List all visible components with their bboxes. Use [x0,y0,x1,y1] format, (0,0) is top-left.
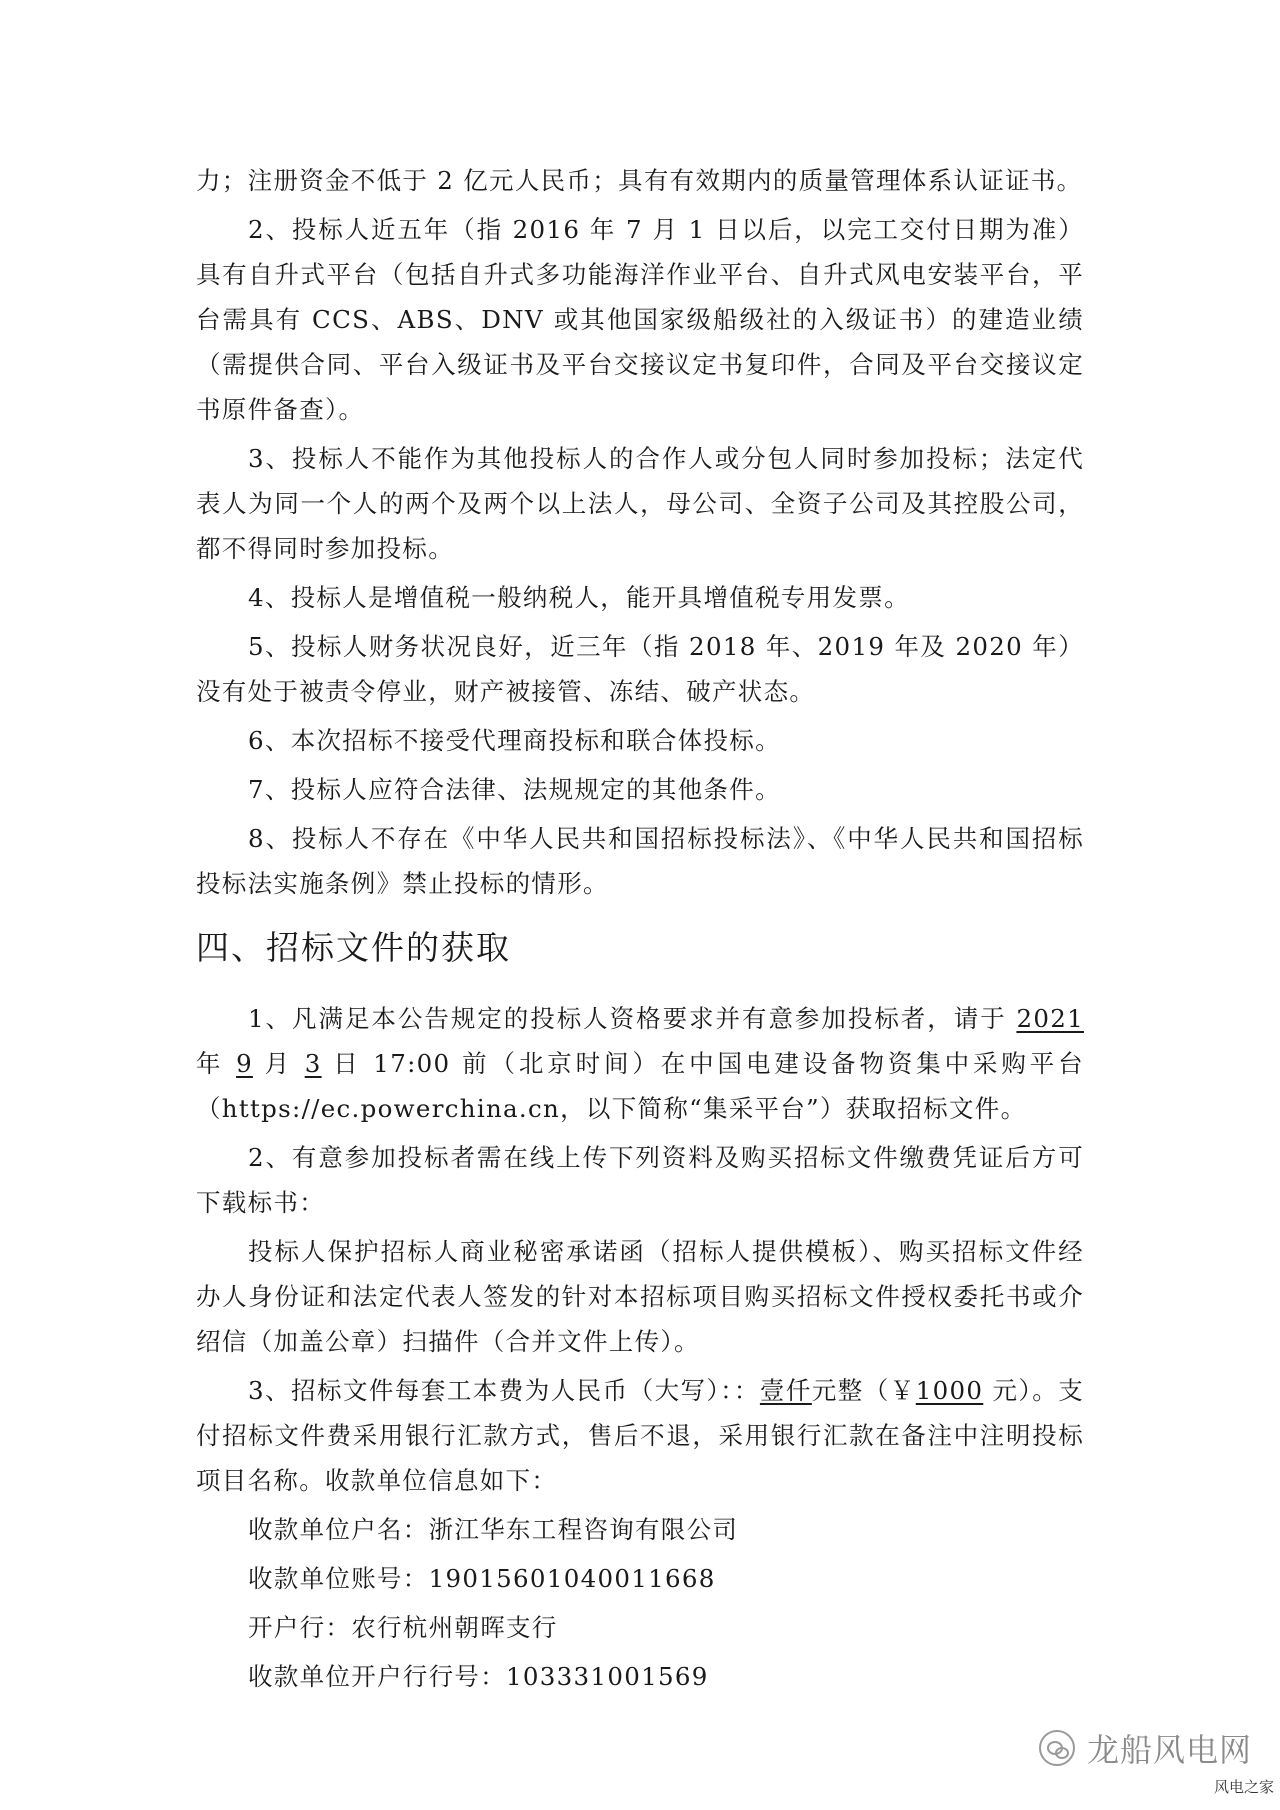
watermark-text: 龙船风电网 [1086,1731,1252,1769]
year-unit: 年 [196,1049,237,1078]
wechat-icon [1039,1730,1075,1766]
requirement-4: 4、投标人是增值税一般纳税人，能开具增值税专用发票。 [248,583,910,612]
requirement-5: 5、投标人财务状况良好，近三年（指 2018 年、2019 年及 2020 年）没有处于被责令停业，财产被接管、冻结、破产状态。 [196,632,1084,706]
deadline-month: 9 [236,1049,253,1078]
fee-amount-number: 1000 [915,1376,984,1405]
bank-info [196,1507,1084,1699]
bank-account-name: 收款单位户名：浙江华东工程咨询有限公司 [248,1515,739,1544]
section-heading: 四、招标文件的获取 [196,928,511,967]
bank-branch: 开户行：农行杭州朝晖支行 [248,1613,558,1642]
requirement-6: 6、本次招标不接受代理商投标和联合体投标。 [248,726,781,755]
acquisition-item-2-detail: 投标人保护招标人商业秘密承诺函（招标人提供模板）、购买招标文件经办人身份证和法定代表人签发的针对本招标项目购买招标文件授权委托书或介绍信（加盖公章）扫描件（合并文件上传）。 [196,1237,1084,1356]
acquisition-item-2: 2、有意参加投标者需在线上传下列资料及购买招标文件缴费凭证后方可下载标书： [196,1143,1084,1217]
requirement-3: 3、投标人不能作为其他投标人的合作人或分包人同时参加投标；法定代表人为同一个人的两个及两个以上法人，母公司、全资子公司及其控股公司，都不得同时参加投标。 [196,444,1084,563]
item-3-prefix: 3、招标文件每套工本费为人民币（大写）：： [248,1376,760,1405]
watermark-subtext: 风电之家 [1213,1778,1274,1796]
item-1-suffix: 日 17:00 前（北京时间）在中国电建设备物资集中采购平台（https://ec.powerchina.cn，以下简称“集采平台”）获取招标文件。 [196,1049,1084,1123]
month-unit: 月 [252,1049,305,1078]
fee-amount-chinese: 壹仟 [759,1376,812,1405]
item-3-suffix: 元）。支付招标文件费采用银行汇款方式，售后不退，采用银行汇款在备注中注明投标项目名称。收款单位信息如下： [196,1376,1084,1495]
bank-account-number: 收款单位账号：19015601040011668 [248,1564,716,1593]
deadline-year: 2021 [1016,1004,1084,1033]
watermark [1039,1725,1252,1771]
acquisition-item-1 [196,996,1084,1131]
requirement-7: 7、投标人应符合法律、法规规定的其他条件。 [248,775,781,804]
document-body [196,158,1084,1703]
bank-code: 收款单位开户行行号：103331001569 [248,1662,709,1691]
requirement-8: 8、投标人不存在《中华人民共和国招标投标法》、《中华人民共和国招标投标法实施条例》禁止投标的情形。 [196,824,1084,898]
paragraph-continued: 力；注册资金不低于 2 亿元人民币；具有有效期内的质量管理体系认证证书。 [196,166,1083,195]
deadline-day: 3 [304,1049,322,1078]
acquisition-item-3 [196,1368,1084,1503]
item-1-prefix: 1、凡满足本公告规定的投标人资格要求并有意参加投标者，请于 [248,1004,1017,1033]
item-3-mid: 元整（￥ [811,1376,916,1405]
requirement-2: 2、投标人近五年（指 2016 年 7 月 1 日以后，以完工交付日期为准）具有自升式平台（包括自升式多功能海洋作业平台、自升式风电安装平台，平台需具有 CCS、ABS、DNV 或其他国家级船级社的入级证书）的建造业绩（需提供合同、平台入级证书及平台交接议定书复印件，合同及平台交接议定书原件备查）。 [196,215,1084,424]
